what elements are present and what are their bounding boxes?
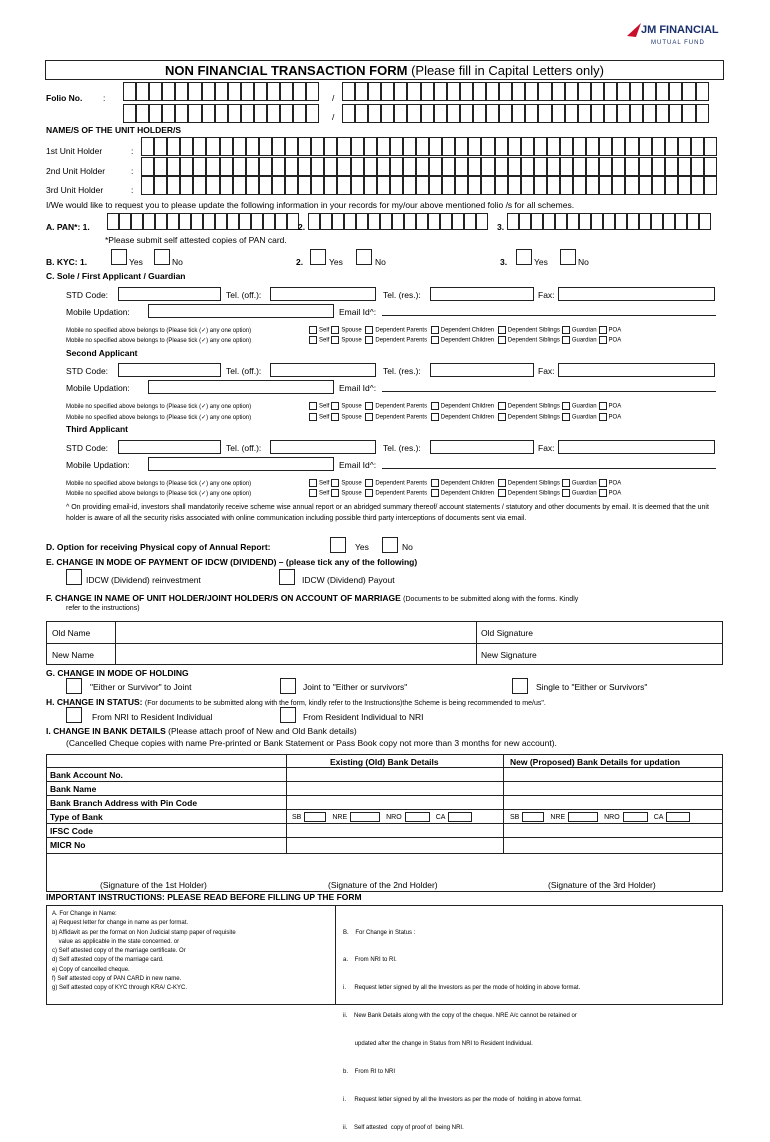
fax-input-1[interactable]	[558, 287, 715, 301]
holding-opt3-label: Single to "Either or Survivors"	[536, 682, 648, 692]
title-main: NON FINANCIAL TRANSACTION FORM	[165, 63, 408, 78]
folio-slash1: /	[332, 93, 335, 103]
title-bar	[45, 60, 724, 80]
opt: Dependent Parents	[375, 327, 428, 334]
third-applicant-heading: Third Applicant	[66, 424, 129, 434]
new-name-input[interactable]	[116, 644, 474, 664]
bank-account-label: Bank Account No.	[50, 770, 123, 780]
opt: POA	[608, 327, 622, 334]
opt: Guardian	[571, 327, 597, 334]
annual-report-no-label: No	[402, 542, 413, 552]
spec-mobile-1: Mobile no specified above belongs to (Please tick (✓) any one option)	[66, 328, 252, 334]
chk[interactable]	[599, 326, 607, 334]
chk[interactable]	[309, 402, 317, 410]
idcw-reinvest-label: IDCW (Dividend) reinvestment	[86, 575, 201, 585]
kyc2-label: 2.	[296, 257, 304, 267]
kyc3-label: 3.	[500, 257, 508, 267]
instr-right-line: a. From NRI to RI.	[343, 957, 397, 964]
status-ri-nri-label: From Resident Individual to NRI	[303, 712, 424, 722]
section-g-label: G. CHANGE IN MODE OF HOLDING	[46, 668, 189, 678]
tel-res-input-2[interactable]	[430, 363, 534, 377]
opt: Dependent Children	[440, 403, 495, 410]
email-note: ^ On providing email-id, investors shall mandatorily receive scheme wise annual report or an abridged summary thereof/ account statements / statutory and other documents by email. It is deemed that the unit holder is aware of all the security risks associated with online communication including possible third party interceptions of documents sent via email.	[66, 504, 709, 522]
pan3-label: 3.	[497, 222, 505, 232]
holder1-label: 1st Unit Holder	[46, 146, 103, 156]
instr-left-line: b) Affidavit as per the format on Non Judicial stamp paper of requisite	[52, 929, 236, 936]
spec-email-3: Mobile no specified above belongs to (Please tick (✓) any one option)	[66, 491, 252, 497]
section-f-note: (Documents to be submitted along with the forms. Kindly	[403, 596, 579, 603]
spec-email-2: Mobile no specified above belongs to (Please tick (✓) any one option)	[66, 415, 252, 421]
status-ri-nri-checkbox[interactable]	[280, 707, 296, 723]
section-f-note2: refer to the instructions)	[66, 605, 140, 612]
section-e-label: E. CHANGE IN MODE OF PAYMENT OF IDCW (DIVIDEND) – (please tick any of the following)	[46, 557, 418, 567]
tel-res-input-3[interactable]	[430, 440, 534, 454]
bank-existing-header: Existing (Old) Bank Details	[330, 757, 439, 767]
kyc1-no-label: No	[172, 257, 183, 267]
folio-slash2: /	[332, 112, 335, 122]
email-input-3[interactable]	[382, 468, 716, 469]
type-sb: SB	[292, 813, 302, 821]
chk[interactable]	[498, 402, 506, 410]
kyc-label: B. KYC: 1.	[46, 257, 88, 267]
chk[interactable]	[599, 402, 607, 410]
opt: Guardian	[571, 414, 597, 421]
mobile-label-1: Mobile Updation:	[66, 307, 130, 317]
chk[interactable]	[365, 489, 373, 497]
instr-left-line: A. For Change in Name:	[52, 911, 117, 917]
opt: Self	[319, 327, 330, 334]
kyc2-no-checkbox[interactable]	[356, 249, 372, 265]
new-ca-checkbox[interactable]	[666, 812, 690, 822]
request-text: I/We would like to request you to please update the following information in your records for my/our above mentioned folio /s for all schemes.	[46, 200, 575, 210]
type-ca: CA	[435, 813, 446, 821]
chk[interactable]	[431, 326, 439, 334]
holder2-label: 2nd Unit Holder	[46, 166, 106, 176]
idcw-reinvest-checkbox[interactable]	[66, 569, 82, 585]
opt: Dependent Children	[440, 490, 495, 497]
chk[interactable]	[431, 336, 439, 344]
pan3-boxes[interactable]	[507, 213, 711, 230]
opt: Dependent Siblings	[507, 490, 560, 497]
chk[interactable]	[365, 402, 373, 410]
pan-note: *Please submit self attested copies of PAN card.	[105, 235, 287, 245]
kyc1-no-checkbox[interactable]	[154, 249, 170, 265]
holder3-colon: :	[131, 185, 134, 195]
kyc3-no-checkbox[interactable]	[560, 249, 576, 265]
chk[interactable]	[431, 402, 439, 410]
opt: Dependent Parents	[375, 403, 428, 410]
bank-type-label: Type of Bank	[50, 812, 103, 822]
chk[interactable]	[562, 402, 570, 410]
brand-name: JM FINANCIAL	[641, 24, 719, 36]
rel-opts-1b	[307, 336, 621, 344]
section-h-note: (For documents to be submitted along with the form, kindly refer to the Instructions)the Scheme is being recommended to me/us".	[144, 700, 546, 707]
folio-row1b[interactable]	[342, 82, 709, 101]
opt: Dependent Children	[440, 414, 495, 421]
holding-opt1-checkbox[interactable]	[66, 678, 82, 694]
tel-res-label-1: Tel. (res.):	[383, 290, 421, 300]
opt: Dependent Siblings	[507, 327, 560, 334]
old-name-input[interactable]	[116, 622, 474, 642]
holding-opt1-label: "Either or Survivor" to Joint	[90, 682, 192, 692]
chk[interactable]	[309, 479, 317, 487]
holding-opt3-checkbox[interactable]	[512, 678, 528, 694]
instr-right-line: i. Request letter signed by all the Investors as per the mode of holding in above format.	[343, 1096, 582, 1103]
new-signature-label: New Signature	[481, 650, 537, 660]
std-input-2[interactable]	[118, 363, 221, 377]
holding-opt2-checkbox[interactable]	[280, 678, 296, 694]
type-ca: CA	[653, 813, 664, 821]
chk[interactable]	[331, 489, 339, 497]
section-i-title: I. CHANGE IN BANK DETAILS	[46, 726, 166, 736]
mobile-label-3: Mobile Updation:	[66, 460, 130, 470]
bank-branch-label: Bank Branch Address with Pin Code	[50, 798, 198, 808]
opt: Self	[319, 414, 330, 421]
old-signature-label: Old Signature	[481, 628, 533, 638]
opt: Self	[319, 490, 330, 497]
instr-right-line: ii. New Bank Details along with the copy of the cheque. NRE A/c cannot be retained or	[343, 1013, 577, 1020]
chk[interactable]	[309, 413, 317, 421]
section-f-label	[46, 593, 578, 603]
opt: Spouse	[341, 327, 362, 334]
folio-row2b[interactable]	[342, 104, 709, 123]
old-bank-types	[292, 812, 472, 822]
email-label-2: Email Id^:	[339, 383, 377, 393]
holder1-name-boxes[interactable]	[141, 137, 717, 156]
holders-heading: NAME/S OF THE UNIT HOLDER/S	[46, 125, 182, 135]
kyc1-yes-checkbox[interactable]	[111, 249, 127, 265]
instr-left-line: d) Self attested copy of the marriage card.	[52, 957, 164, 964]
mobile-label-2: Mobile Updation:	[66, 383, 130, 393]
tel-off-label-1: Tel. (off.):	[226, 290, 262, 300]
chk[interactable]	[599, 336, 607, 344]
fax-label-3: Fax:	[538, 443, 555, 453]
old-name-label: Old Name	[52, 628, 91, 638]
instr-right-line: i. Request letter signed by all the Investors as per the mode of holding in above format.	[343, 985, 581, 992]
std-input-3[interactable]	[118, 440, 221, 454]
chk[interactable]	[498, 413, 506, 421]
fax-label-1: Fax:	[538, 290, 555, 300]
spec-mobile-2: Mobile no specified above belongs to (Please tick (✓) any one option)	[66, 404, 252, 410]
instructions-heading: IMPORTANT INSTRUCTIONS: PLEASE READ BEFORE FILLING UP THE FORM	[46, 892, 362, 902]
chk[interactable]	[331, 336, 339, 344]
bank-ifsc-label: IFSC Code	[50, 826, 93, 836]
tel-res-label-3: Tel. (res.):	[383, 443, 421, 453]
signature-2nd-holder[interactable]: (Signature of the 2nd Holder)	[328, 880, 438, 890]
holding-opt2-label: Joint to "Either or survivors"	[303, 682, 408, 692]
type-nre: NRE	[332, 813, 348, 821]
tel-off-label-2: Tel. (off.):	[226, 366, 262, 376]
rel-opts-3a	[307, 479, 621, 487]
tel-off-input-3[interactable]	[270, 440, 376, 454]
instr-left-line: e) Copy of cancelled cheque.	[52, 966, 130, 973]
chk[interactable]	[562, 479, 570, 487]
chk[interactable]	[431, 489, 439, 497]
chk[interactable]	[365, 336, 373, 344]
rel-opts-3b	[307, 489, 621, 497]
new-nro-checkbox[interactable]	[623, 812, 648, 822]
new-bank-types	[510, 812, 690, 822]
opt: Dependent Children	[440, 480, 495, 487]
fax-input-3[interactable]	[558, 440, 715, 454]
section-i-label	[46, 726, 357, 736]
folio-row2[interactable]	[123, 104, 319, 123]
fax-label-2: Fax:	[538, 366, 555, 376]
section-h-title: H. CHANGE IN STATUS:	[46, 697, 143, 707]
chk[interactable]	[562, 413, 570, 421]
chk[interactable]	[599, 413, 607, 421]
email-input-2[interactable]	[382, 391, 716, 392]
instructions-right	[343, 910, 582, 1142]
status-nri-ri-label: From NRI to Resident Individual	[92, 712, 213, 722]
new-nre-checkbox[interactable]	[568, 812, 598, 822]
opt: Guardian	[571, 480, 597, 487]
opt: Spouse	[341, 414, 362, 421]
opt: Self	[319, 337, 330, 344]
std-input-1[interactable]	[118, 287, 221, 301]
spec-email-1: Mobile no specified above belongs to (Please tick (✓) any one option)	[66, 338, 252, 344]
opt: Guardian	[571, 337, 597, 344]
old-account-input[interactable]	[287, 768, 502, 781]
email-label-1: Email Id^:	[339, 307, 377, 317]
title-sub: (Please fill in Capital Letters only)	[411, 63, 604, 78]
tel-res-label-2: Tel. (res.):	[383, 366, 421, 376]
old-ca-checkbox[interactable]	[448, 812, 472, 822]
idcw-payout-label: IDCW (Dividend) Payout	[302, 575, 395, 585]
kyc1-yes-label: Yes	[129, 257, 143, 267]
chk[interactable]	[562, 336, 570, 344]
opt: POA	[608, 337, 622, 344]
new-sb-checkbox[interactable]	[522, 812, 544, 822]
opt: Spouse	[341, 403, 362, 410]
bank-name-label: Bank Name	[50, 784, 97, 794]
chk[interactable]	[309, 489, 317, 497]
chk[interactable]	[331, 479, 339, 487]
opt: Dependent Siblings	[507, 337, 560, 344]
opt: Dependent Siblings	[507, 414, 560, 421]
pan-label: A. PAN*: 1.	[46, 222, 90, 232]
kyc3-yes-label: Yes	[534, 257, 548, 267]
email-input-1[interactable]	[382, 315, 716, 316]
signature-1st-holder[interactable]: (Signature of the 1st Holder)	[100, 880, 207, 890]
status-nri-ri-checkbox[interactable]	[66, 707, 82, 723]
chk[interactable]	[599, 489, 607, 497]
type-nro: NRO	[386, 813, 402, 821]
chk[interactable]	[365, 479, 373, 487]
kyc2-yes-checkbox[interactable]	[310, 249, 326, 265]
holder3-name-boxes[interactable]	[141, 176, 717, 195]
holder2-colon: :	[131, 166, 134, 176]
section-h-label	[46, 697, 546, 707]
mobile-input-2[interactable]	[148, 380, 334, 394]
tel-off-input-1[interactable]	[270, 287, 376, 301]
mobile-input-1[interactable]	[148, 304, 334, 318]
opt: POA	[608, 403, 622, 410]
opt: Guardian	[571, 403, 597, 410]
instr-right-line: updated after the change in Status from NRI to Resident Individual.	[343, 1041, 533, 1048]
chk[interactable]	[331, 402, 339, 410]
email-label-3: Email Id^:	[339, 460, 377, 470]
old-sb-checkbox[interactable]	[304, 812, 326, 822]
kyc3-yes-checkbox[interactable]	[516, 249, 532, 265]
opt: Guardian	[571, 490, 597, 497]
bank-micr-label: MICR No	[50, 840, 86, 850]
section-i-note: (Please attach proof of New and Old Bank details)	[168, 726, 357, 736]
chk[interactable]	[431, 413, 439, 421]
holder3-label: 3rd Unit Holder	[46, 185, 104, 195]
section-f-title: F. CHANGE IN NAME OF UNIT HOLDER/JOINT HOLDER/S ON ACCOUNT OF MARRIAGE	[46, 593, 401, 603]
signature-3rd-holder[interactable]: (Signature of the 3rd Holder)	[548, 880, 656, 890]
spec-mobile-3: Mobile no specified above belongs to (Please tick (✓) any one option)	[66, 481, 252, 487]
second-applicant-heading: Second Applicant	[66, 348, 138, 358]
opt: Dependent Parents	[375, 337, 428, 344]
instr-left-line: f) Self attested copy of PAN CARD in new name.	[52, 976, 182, 983]
type-sb: SB	[510, 813, 520, 821]
instructions-left	[52, 910, 236, 994]
folio-row1[interactable]	[123, 82, 319, 101]
opt: Spouse	[341, 490, 362, 497]
old-nro-checkbox[interactable]	[405, 812, 430, 822]
pan2-boxes[interactable]	[308, 213, 488, 230]
rel-opts-1a	[307, 326, 621, 334]
new-name-label: New Name	[52, 650, 95, 660]
instr-left-line: g) Self attested copy of KYC through KRA/ C-KYC.	[52, 985, 188, 992]
opt: Dependent Siblings	[507, 480, 560, 487]
chk[interactable]	[331, 413, 339, 421]
section-i-note2: (Cancelled Cheque copies with name Pre-printed or Bank Statement or Pass Book copy not more than 3 months for new account).	[66, 738, 557, 748]
chk[interactable]	[498, 489, 506, 497]
kyc3-no-label: No	[578, 257, 589, 267]
chk[interactable]	[365, 413, 373, 421]
annual-report-yes-label: Yes	[355, 542, 369, 552]
holder1-colon: :	[131, 146, 134, 156]
chk[interactable]	[599, 479, 607, 487]
instr-right-line: ii. Self attested copy of proof of being NRI.	[343, 1124, 464, 1131]
opt: POA	[608, 490, 622, 497]
tel-off-input-2[interactable]	[270, 363, 376, 377]
instr-left-line: value as applicable in the state concerned. or	[52, 938, 180, 945]
chk[interactable]	[562, 489, 570, 497]
tel-res-input-1[interactable]	[430, 287, 534, 301]
chk[interactable]	[365, 326, 373, 334]
pan2-label: 2.	[298, 222, 306, 232]
kyc2-no-label: No	[375, 257, 386, 267]
chk[interactable]	[431, 479, 439, 487]
opt: Self	[319, 480, 330, 487]
tel-off-label-3: Tel. (off.):	[226, 443, 262, 453]
type-nro: NRO	[604, 813, 620, 821]
folio-colon: :	[103, 93, 106, 103]
holder2-name-boxes[interactable]	[141, 157, 717, 176]
idcw-payout-checkbox[interactable]	[279, 569, 295, 585]
annual-report-no-checkbox[interactable]	[382, 537, 398, 553]
opt: Dependent Parents	[375, 414, 428, 421]
opt: Spouse	[341, 480, 362, 487]
opt: POA	[608, 414, 622, 421]
rel-opts-2a	[307, 402, 621, 410]
old-nre-checkbox[interactable]	[350, 812, 380, 822]
rel-opts-2b	[307, 413, 621, 421]
kyc2-yes-label: Yes	[329, 257, 343, 267]
chk[interactable]	[331, 326, 339, 334]
instr-left-line: a) Request letter for change in name as per format.	[52, 920, 189, 927]
instr-left-line: c) Self attested copy of the marriage certificate. Or	[52, 948, 186, 955]
brand-sub: MUTUAL FUND	[651, 40, 705, 46]
opt: Dependent Parents	[375, 480, 428, 487]
opt: POA	[608, 480, 622, 487]
section-c-heading: C. Sole / First Applicant / Guardian	[46, 271, 186, 281]
chk[interactable]	[309, 326, 317, 334]
chk[interactable]	[498, 336, 506, 344]
type-nre: NRE	[550, 813, 566, 821]
std-label-1: STD Code:	[66, 290, 109, 300]
fax-input-2[interactable]	[558, 363, 715, 377]
instr-right-line: b. From RI to NRI	[343, 1069, 396, 1076]
opt: Dependent Siblings	[507, 403, 560, 410]
opt: Dependent Parents	[375, 490, 428, 497]
std-label-3: STD Code:	[66, 443, 109, 453]
chk[interactable]	[498, 326, 506, 334]
std-label-2: STD Code:	[66, 366, 109, 376]
instr-right-line: B. For Change in Status :	[343, 929, 416, 936]
annual-report-yes-checkbox[interactable]	[330, 537, 346, 553]
chk[interactable]	[309, 336, 317, 344]
chk[interactable]	[498, 479, 506, 487]
opt: Dependent Children	[440, 327, 495, 334]
mobile-input-3[interactable]	[148, 457, 334, 471]
section-d-label: D. Option for receiving Physical copy of Annual Report:	[46, 542, 271, 552]
bank-new-header: New (Proposed) Bank Details for updation	[510, 757, 681, 767]
opt: Spouse	[341, 337, 362, 344]
chk[interactable]	[562, 326, 570, 334]
folio-label: Folio No.	[46, 93, 83, 103]
opt: Dependent Children	[440, 337, 495, 344]
opt: Self	[319, 403, 330, 410]
new-account-input[interactable]	[504, 768, 722, 781]
pan1-boxes[interactable]	[107, 213, 299, 230]
